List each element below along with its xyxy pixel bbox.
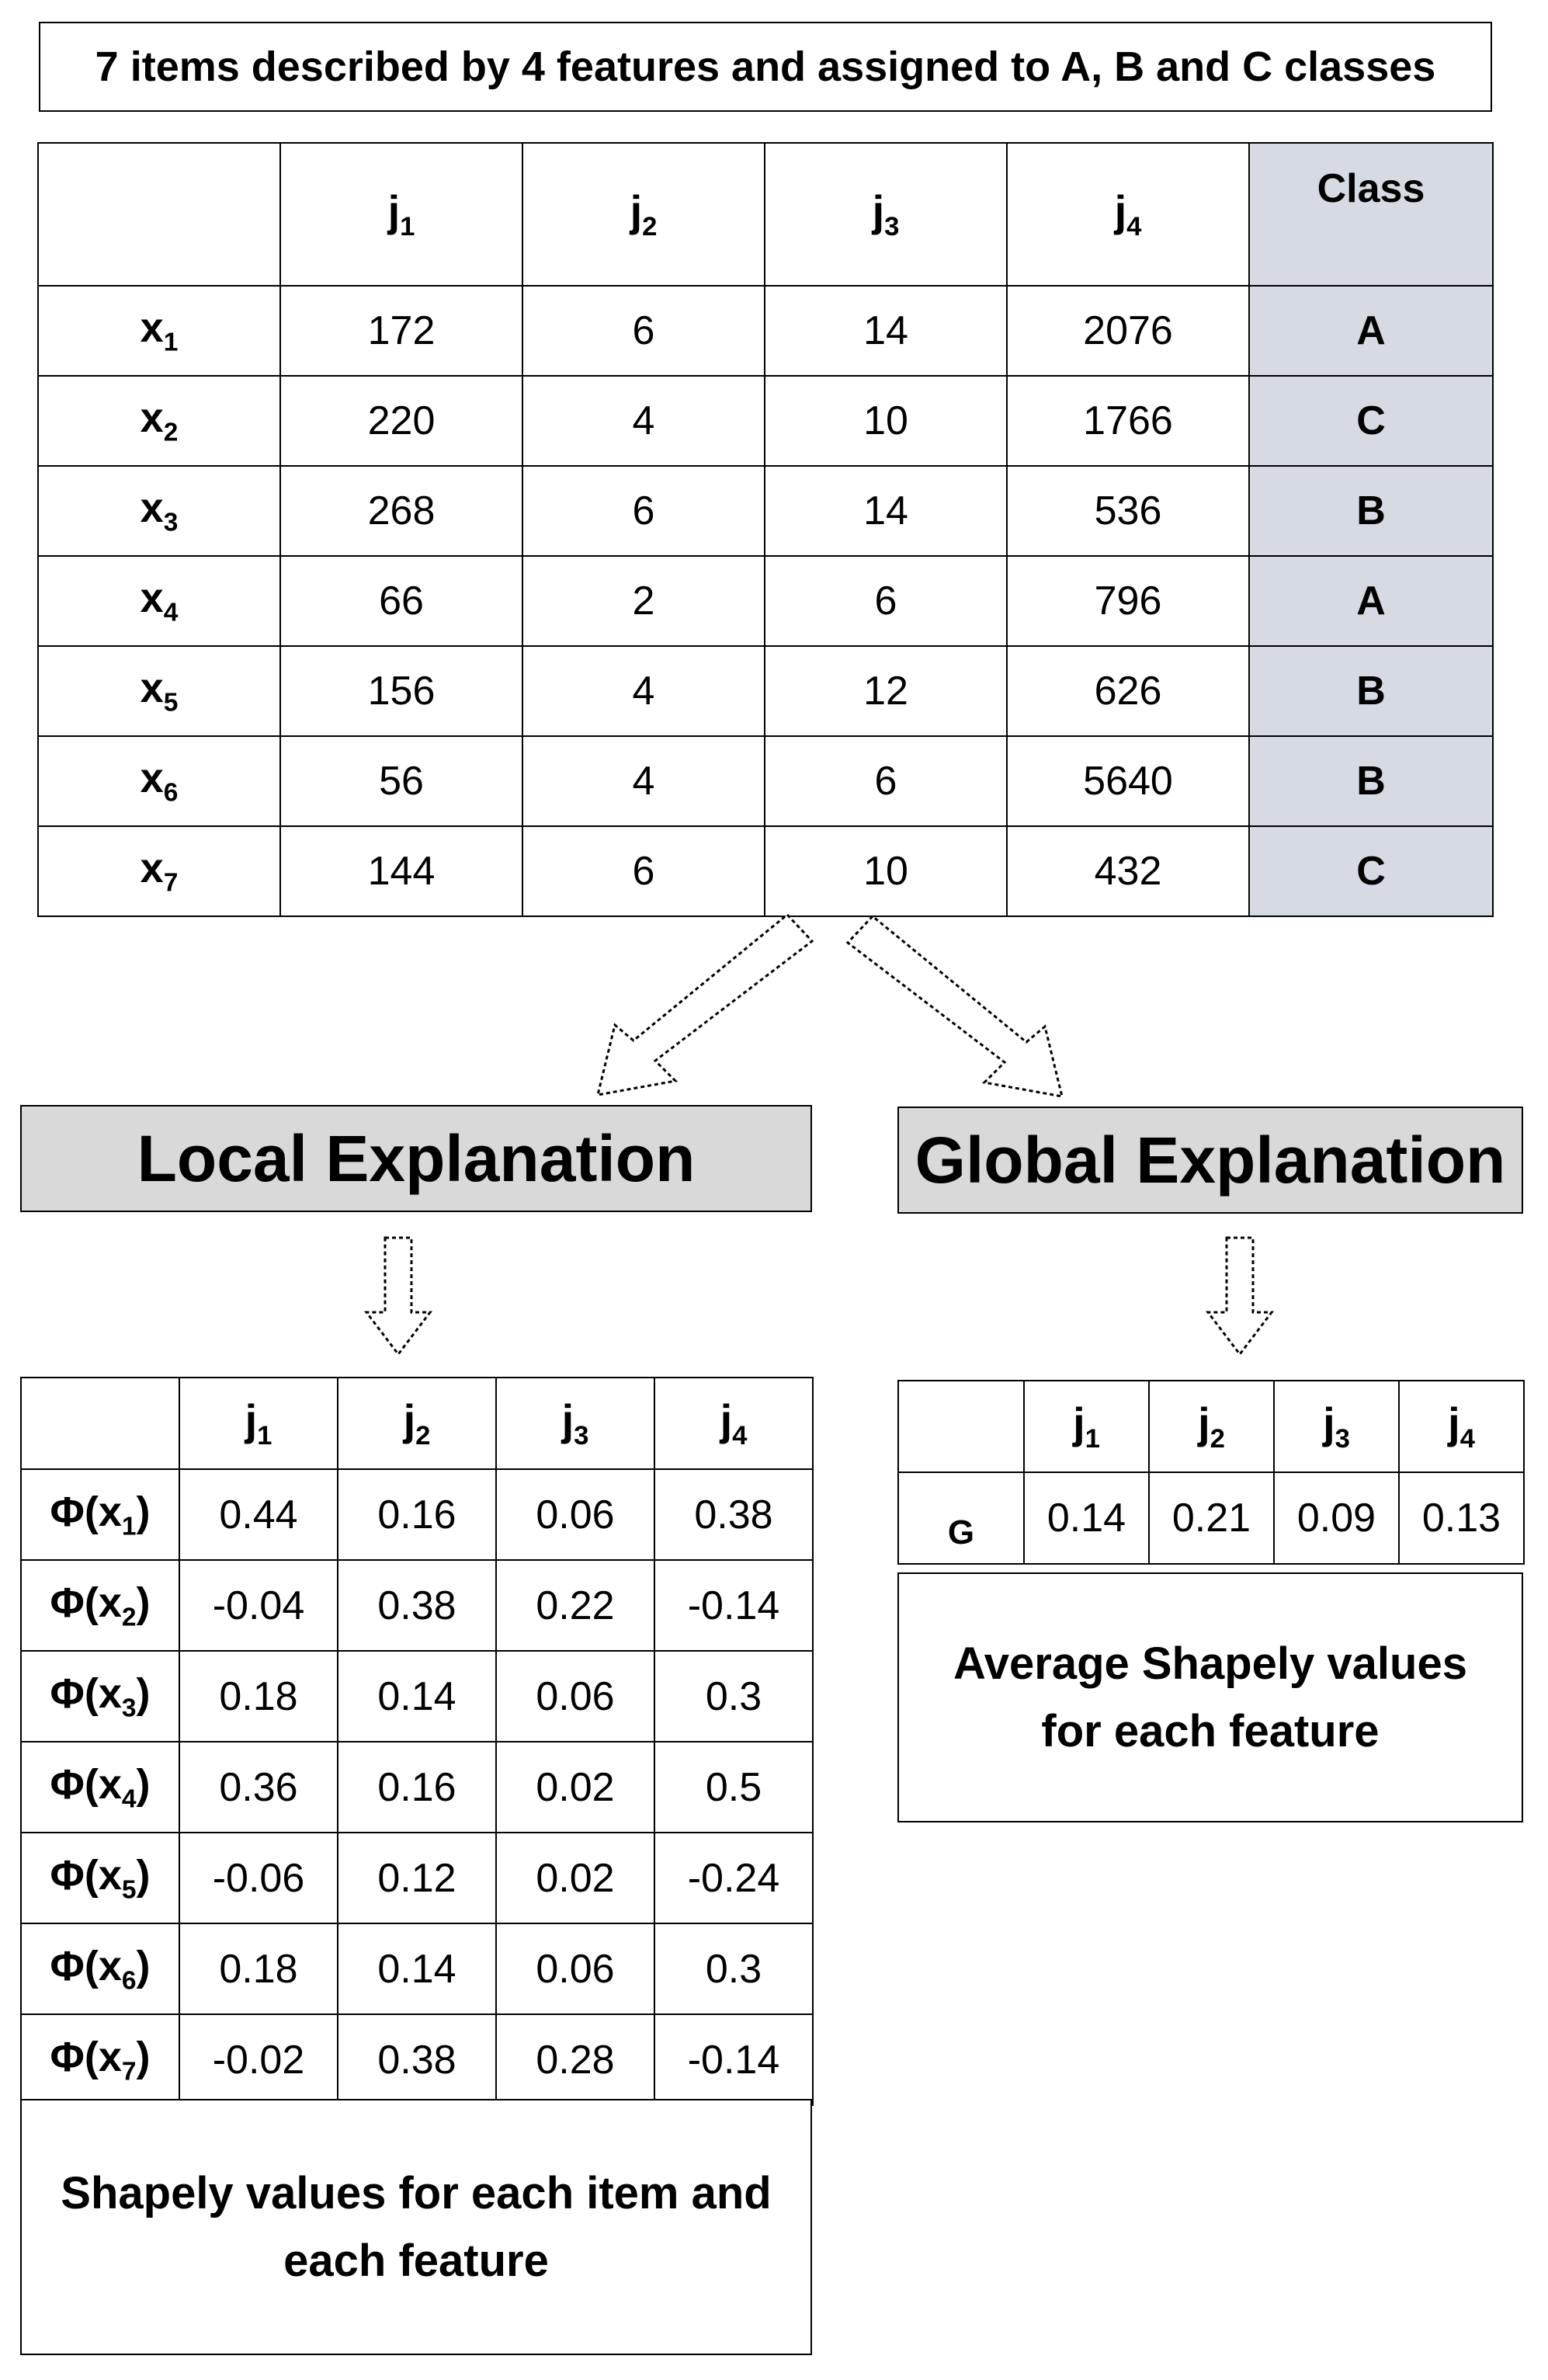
- item-value: 1766: [1007, 376, 1249, 466]
- item-label-symbol: x: [140, 575, 164, 622]
- global-feature-header: [1024, 1381, 1149, 1472]
- item-value: 14: [765, 466, 1007, 556]
- item-value: 6: [765, 736, 1007, 826]
- item-label: [38, 466, 280, 556]
- local-feature-header-subscript: 3: [574, 1421, 589, 1451]
- phi-label-suffix: ): [136, 1851, 151, 1899]
- phi-value: 0.36: [179, 1742, 338, 1833]
- global-caption: Average Shapely values for each feature: [897, 1572, 1523, 1822]
- item-value: 156: [280, 646, 522, 736]
- class-header: Class: [1249, 143, 1493, 286]
- phi-label-subscript: 4: [121, 1784, 137, 1814]
- phi-value: 0.3: [654, 1651, 813, 1742]
- feature-header-symbol: j: [630, 186, 643, 236]
- global-value: 0.09: [1274, 1472, 1399, 1564]
- global-feature-header-subscript: 4: [1459, 1424, 1475, 1454]
- phi-label-prefix: Φ(x: [50, 1760, 122, 1808]
- local-caption: Shapely values for each item and each feature: [20, 2099, 812, 2355]
- local-feature-header-symbol: j: [720, 1395, 733, 1445]
- item-label: [38, 286, 280, 376]
- phi-label-prefix: Φ(x: [50, 1851, 122, 1899]
- item-class: B: [1249, 466, 1493, 556]
- phi-value: -0.04: [179, 1560, 338, 1651]
- phi-label-suffix: ): [136, 2033, 151, 2080]
- global-feature-header-subscript: 3: [1335, 1424, 1350, 1454]
- item-label: [38, 736, 280, 826]
- table-row: [38, 376, 1493, 466]
- phi-value: 0.38: [654, 1469, 813, 1560]
- phi-value: 0.14: [338, 1923, 496, 2014]
- global-feature-header-subscript: 2: [1210, 1424, 1225, 1454]
- table-row: [21, 1833, 813, 1923]
- item-label-subscript: 6: [163, 778, 179, 808]
- phi-value: -0.14: [654, 1560, 813, 1651]
- phi-label: [21, 1742, 179, 1833]
- feature-header: [280, 143, 522, 286]
- local-feature-header-symbol: j: [403, 1395, 416, 1445]
- phi-label-subscript: 6: [121, 1966, 137, 1996]
- items-table: [37, 142, 1494, 917]
- table-row: [38, 646, 1493, 736]
- feature-header-subscript: 1: [400, 212, 415, 242]
- global-feature-header: [1274, 1381, 1399, 1472]
- feature-header-subscript: 2: [642, 212, 658, 242]
- item-value: 4: [522, 376, 765, 466]
- table-row: [21, 2014, 813, 2105]
- feature-header: [1007, 143, 1249, 286]
- table-row: [38, 286, 1493, 376]
- phi-label-suffix: ): [136, 1579, 151, 1626]
- phi-label-prefix: Φ(x: [50, 1579, 122, 1626]
- phi-label-subscript: 7: [121, 2057, 137, 2086]
- phi-value: 0.06: [496, 1923, 654, 2014]
- global-shapley-table: [897, 1380, 1525, 1565]
- global-explanation-header: Global Explanation: [897, 1107, 1523, 1214]
- item-value: 626: [1007, 646, 1249, 736]
- feature-header-symbol: j: [872, 186, 885, 236]
- item-class: C: [1249, 376, 1493, 466]
- local-feature-header-symbol: j: [561, 1395, 574, 1445]
- item-label: [38, 826, 280, 916]
- local-feature-header-symbol: j: [245, 1395, 258, 1445]
- phi-value: -0.24: [654, 1833, 813, 1923]
- item-value: 6: [522, 466, 765, 556]
- phi-label-suffix: ): [136, 1760, 151, 1808]
- table-row: [38, 466, 1493, 556]
- table-row: [21, 1560, 813, 1651]
- local-feature-header: [338, 1378, 496, 1469]
- global-feature-header-subscript: 1: [1085, 1424, 1100, 1454]
- item-value: 4: [522, 736, 765, 826]
- phi-label-prefix: Φ(x: [50, 1669, 122, 1717]
- global-value: 0.14: [1024, 1472, 1149, 1564]
- item-value: 12: [765, 646, 1007, 736]
- local-feature-header: [654, 1378, 813, 1469]
- local-feature-header: [179, 1378, 338, 1469]
- item-value: 268: [280, 466, 522, 556]
- phi-value: 0.16: [338, 1742, 496, 1833]
- phi-label: [21, 1560, 179, 1651]
- phi-label: [21, 1651, 179, 1742]
- phi-label: [21, 1469, 179, 1560]
- phi-value: 0.22: [496, 1560, 654, 1651]
- phi-value: 0.18: [179, 1923, 338, 2014]
- global-feature-header: [1399, 1381, 1524, 1472]
- item-value: 796: [1007, 556, 1249, 646]
- item-label-symbol: x: [140, 845, 164, 892]
- item-class: A: [1249, 286, 1493, 376]
- arrow-to-local-icon: [590, 909, 815, 1103]
- item-value: 432: [1007, 826, 1249, 916]
- phi-label-prefix: Φ(x: [50, 1488, 122, 1535]
- global-feature-header: [1149, 1381, 1274, 1472]
- item-value: 2: [522, 556, 765, 646]
- phi-value: 0.3: [654, 1923, 813, 2014]
- arrow-to-global-icon: [845, 910, 1070, 1104]
- dataset-title: 7 items described by 4 features and assigned to A, B and C classes: [39, 22, 1492, 112]
- local-feature-header: [496, 1378, 654, 1469]
- local-corner-cell: [21, 1378, 179, 1469]
- phi-label-subscript: 2: [121, 1603, 137, 1632]
- phi-value: -0.06: [179, 1833, 338, 1923]
- feature-header-symbol: j: [387, 186, 401, 236]
- phi-value: 0.18: [179, 1651, 338, 1742]
- table-row: [38, 556, 1493, 646]
- item-value: 536: [1007, 466, 1249, 556]
- item-label-symbol: x: [140, 485, 164, 532]
- phi-label-prefix: Φ(x: [50, 2033, 122, 2080]
- phi-value: 0.12: [338, 1833, 496, 1923]
- item-class: B: [1249, 736, 1493, 826]
- table-row: [38, 826, 1493, 916]
- item-label-subscript: 1: [163, 328, 179, 357]
- item-label-subscript: 3: [163, 508, 179, 537]
- item-value: 144: [280, 826, 522, 916]
- item-value: 14: [765, 286, 1007, 376]
- item-value: 220: [280, 376, 522, 466]
- table-row: [21, 1923, 813, 2014]
- item-label-subscript: 2: [163, 418, 179, 447]
- item-label-symbol: x: [140, 394, 164, 442]
- global-feature-header-symbol: j: [1323, 1398, 1335, 1448]
- phi-value: 0.14: [338, 1651, 496, 1742]
- item-value: 56: [280, 736, 522, 826]
- feature-header: [522, 143, 765, 286]
- down-arrow-global-icon: [1205, 1236, 1275, 1357]
- table-row: [898, 1472, 1524, 1564]
- item-value: 6: [765, 556, 1007, 646]
- item-label-subscript: 5: [163, 688, 179, 717]
- table-row: [21, 1651, 813, 1742]
- global-feature-header-symbol: j: [1198, 1398, 1210, 1448]
- phi-label-suffix: ): [136, 1942, 151, 1989]
- global-value: 0.21: [1149, 1472, 1274, 1564]
- feature-header-symbol: j: [1114, 186, 1127, 236]
- down-arrow-local-icon: [363, 1236, 433, 1357]
- item-value: 10: [765, 376, 1007, 466]
- item-class: A: [1249, 556, 1493, 646]
- feature-header: [765, 143, 1007, 286]
- local-shapley-table: [20, 1377, 814, 2106]
- phi-value: 0.02: [496, 1742, 654, 1833]
- local-explanation-header: Local Explanation: [20, 1105, 812, 1212]
- item-value: 6: [522, 826, 765, 916]
- item-label-symbol: x: [140, 304, 164, 352]
- item-label-subscript: 4: [163, 598, 179, 627]
- phi-value: 0.02: [496, 1833, 654, 1923]
- item-label-symbol: x: [140, 755, 164, 802]
- item-value: 2076: [1007, 286, 1249, 376]
- phi-label-suffix: ): [136, 1488, 151, 1535]
- global-feature-header-symbol: j: [1073, 1398, 1085, 1448]
- item-label: [38, 376, 280, 466]
- item-label: [38, 646, 280, 736]
- item-value: 6: [522, 286, 765, 376]
- item-value: 10: [765, 826, 1007, 916]
- phi-value: 0.16: [338, 1469, 496, 1560]
- phi-label: [21, 2014, 179, 2105]
- phi-label-subscript: 3: [121, 1694, 137, 1723]
- phi-label-subscript: 1: [121, 1512, 137, 1541]
- phi-label: [21, 1833, 179, 1923]
- item-value: 66: [280, 556, 522, 646]
- item-label-subscript: 7: [163, 868, 179, 898]
- local-feature-header-subscript: 2: [415, 1421, 431, 1451]
- global-corner-cell: [898, 1381, 1024, 1472]
- global-row-label: G: [898, 1472, 1024, 1564]
- phi-value: 0.28: [496, 2014, 654, 2105]
- local-feature-header-subscript: 1: [257, 1421, 272, 1451]
- table-row: [38, 736, 1493, 826]
- local-feature-header-subscript: 4: [732, 1421, 748, 1451]
- item-label: [38, 556, 280, 646]
- items-corner-cell: [38, 143, 280, 286]
- global-value: 0.13: [1399, 1472, 1524, 1564]
- item-value: 4: [522, 646, 765, 736]
- feature-header-subscript: 3: [884, 212, 900, 242]
- phi-value: 0.38: [338, 1560, 496, 1651]
- phi-value: 0.44: [179, 1469, 338, 1560]
- global-feature-header-symbol: j: [1448, 1398, 1460, 1448]
- table-row: [21, 1469, 813, 1560]
- phi-label-subscript: 5: [121, 1875, 137, 1905]
- phi-value: -0.02: [179, 2014, 338, 2105]
- item-class: C: [1249, 826, 1493, 916]
- item-class: B: [1249, 646, 1493, 736]
- phi-value: 0.06: [496, 1469, 654, 1560]
- phi-value: 0.38: [338, 2014, 496, 2105]
- phi-label-prefix: Φ(x: [50, 1942, 122, 1989]
- table-row: [21, 1742, 813, 1833]
- item-value: 5640: [1007, 736, 1249, 826]
- item-label-symbol: x: [140, 665, 164, 712]
- phi-value: -0.14: [654, 2014, 813, 2105]
- phi-label-suffix: ): [136, 1669, 151, 1717]
- phi-value: 0.5: [654, 1742, 813, 1833]
- phi-label: [21, 1923, 179, 2014]
- feature-header-subscript: 4: [1126, 212, 1142, 242]
- phi-value: 0.06: [496, 1651, 654, 1742]
- item-value: 172: [280, 286, 522, 376]
